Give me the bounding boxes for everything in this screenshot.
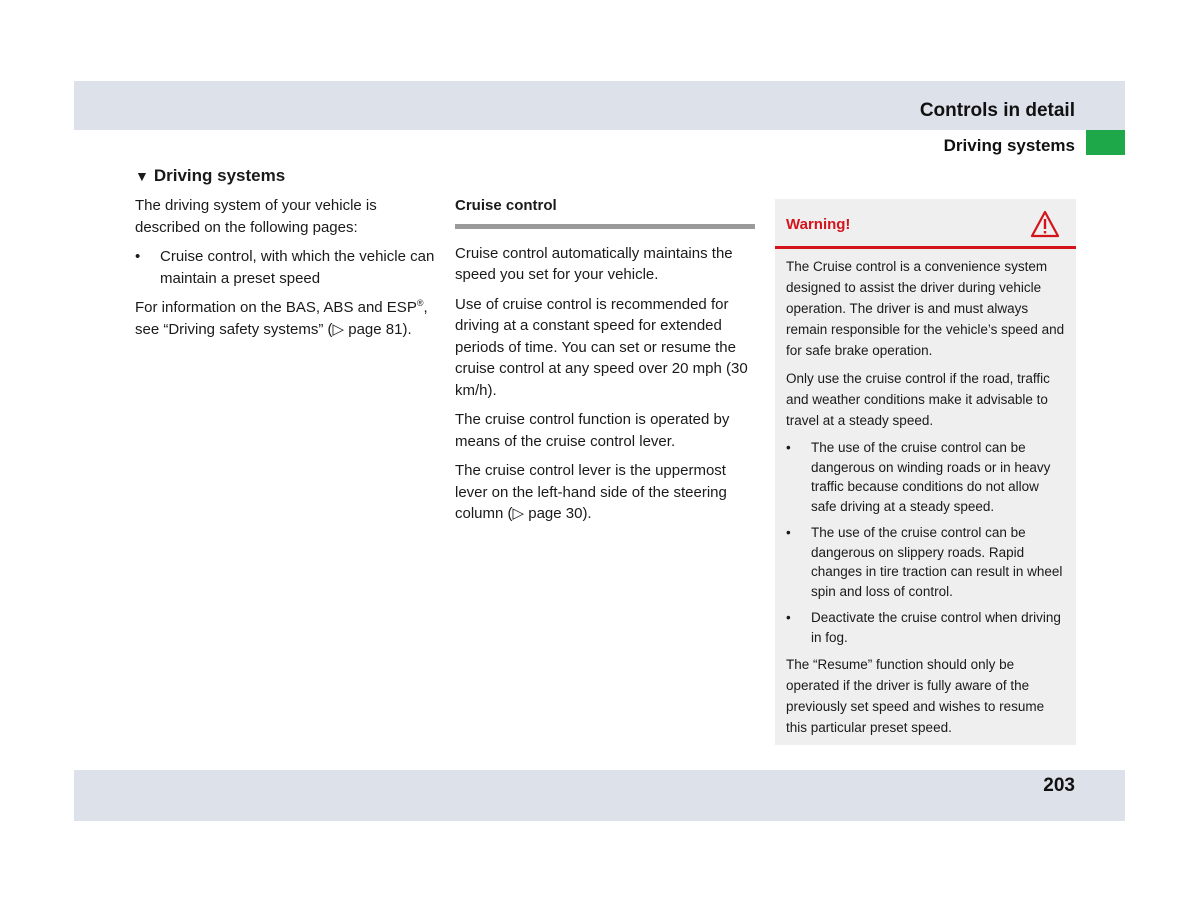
list-item-text: Deactivate the cruise control when driving in fog.: [811, 610, 1061, 645]
cruise-paragraph: Cruise control automatically maintains the speed you set for your vehicle.: [455, 244, 733, 283]
heading-rule: [455, 224, 755, 229]
list-item: [135, 246, 435, 289]
page-number: 203: [1043, 775, 1075, 796]
bullet-symbol: •: [135, 248, 141, 265]
list-item-text: The use of the cruise control can be dangerous on winding roads or in heavy traffic because conditions do not allow safe driving at a steady speed.: [811, 440, 1051, 514]
cruise-paragraph: Use of cruise control is recommended for driving at a constant speed for extended periods of time. You can set or resume the cruise control at any speed over 20 mph (30 km/h).: [455, 295, 748, 399]
section-title: Driving systems: [943, 136, 1075, 155]
cruise-paragraph: The cruise control lever is the uppermost lever on the left-hand side of the steering column (▷ page 30).: [455, 462, 727, 522]
warning-box: [775, 199, 1076, 745]
list-item: [786, 608, 1068, 647]
warning-triangle-icon: [1030, 210, 1060, 238]
warning-body: [786, 256, 1068, 745]
reference-prefix: For information on the BAS, ABS and ESP: [135, 299, 417, 316]
safety-systems-reference: [135, 297, 435, 340]
list-item: [786, 523, 1068, 601]
warning-paragraph: The Cruise control is a convenience system designed to assist the driver during vehicle operation. The driver is and must always remain responsible for the vehicle’s speed and for safe brake operation.: [786, 259, 1065, 358]
list-item-text: Cruise control, with which the vehicle can maintain a preset speed: [160, 248, 435, 287]
bullet-symbol: •: [786, 610, 791, 625]
list-item-text: The use of the cruise control can be dangerous on slippery roads. Rapid changes in tire traction can result in wheel spin and loss of control.: [811, 525, 1063, 599]
driving-systems-intro: The driving system of your vehicle is described on the following pages:: [135, 197, 377, 236]
reference-suffix: , see “Driving safety systems” (▷ page 81).: [135, 299, 428, 338]
warning-paragraph: The “Resume” function should only be operated if the driver is fully aware of the previously set speed and wishes to resume this particular preset speed.: [786, 657, 1045, 735]
bullet-symbol: •: [786, 525, 791, 540]
column-cruise-control: [455, 195, 755, 533]
list-item: [786, 438, 1068, 516]
registered-mark: ®: [416, 298, 424, 308]
driving-systems-heading: [135, 165, 435, 187]
warning-header: [775, 199, 1076, 249]
bullet-symbol: •: [786, 440, 791, 455]
cruise-control-heading: Cruise control: [455, 197, 557, 214]
column-driving-systems: [135, 165, 435, 348]
chapter-title: Controls in detail: [919, 100, 1075, 121]
triangle-down-icon: ▼: [135, 168, 149, 184]
cruise-paragraph: The cruise control function is operated by means of the cruise control lever.: [455, 411, 730, 450]
section-tab-marker: [1086, 130, 1125, 155]
footer-band: [74, 770, 1125, 821]
driving-systems-heading-text: Driving systems: [153, 166, 286, 185]
warning-label: Warning!: [786, 216, 851, 233]
warning-paragraph: Only use the cruise control if the road, traffic and weather conditions make it advisable to travel at a steady speed.: [786, 371, 1050, 428]
